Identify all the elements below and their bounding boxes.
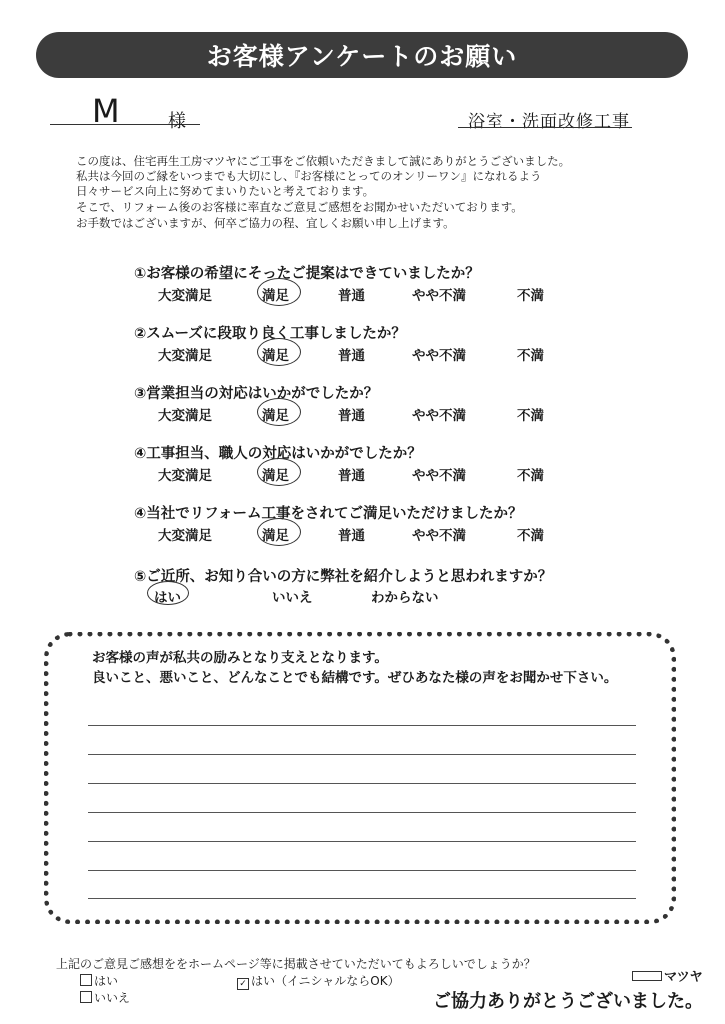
comment-line[interactable] (88, 812, 636, 813)
work-type-underline (458, 127, 632, 128)
comment-line[interactable] (88, 783, 636, 784)
checkbox[interactable] (80, 991, 92, 1003)
header-bar (36, 32, 688, 78)
q5-option-yes[interactable]: はい (154, 590, 181, 606)
comment-prompt: お客様の声が私共の励みとなり支えとなります。 (92, 650, 388, 666)
honorific: 様 (168, 111, 186, 132)
rating-option[interactable]: 大変満足 (158, 408, 212, 424)
comment-line[interactable] (88, 841, 636, 842)
rating-option[interactable]: 不満 (517, 528, 544, 544)
rating-option[interactable]: やや不満 (412, 468, 466, 484)
question-text: ④工事担当、職人の対応はいかがでしたか？ (134, 446, 422, 462)
rating-option[interactable]: 満足 (262, 468, 289, 484)
rating-option[interactable]: 大変満足 (158, 468, 212, 484)
rating-option[interactable]: やや不満 (412, 408, 466, 424)
rating-option[interactable]: 不満 (517, 468, 544, 484)
rating-option[interactable]: 大変満足 (158, 288, 212, 304)
q5-option-no[interactable]: いいえ (272, 590, 313, 606)
intro-line: 私共は今回のご縁をいつまでも大切にし、『お客様にとってのオンリーワン』になれるよう (76, 169, 542, 183)
logo-text: マツヤ (664, 970, 703, 985)
selection-circle (257, 338, 301, 366)
comment-line[interactable] (88, 870, 636, 871)
logo-mark-icon (632, 971, 662, 981)
checkbox[interactable] (80, 974, 92, 986)
question-text: ③営業担当の対応はいかがでしたか？ (134, 386, 379, 402)
footer-question: 上記のご意見ご感想ををホームページ等に掲載させていただいてもよろしいでしょうか？ (56, 957, 536, 971)
question-text: ⑤ご近所、お知り合いの方に弊社を紹介しようと思われますか？ (134, 569, 553, 585)
selection-circle (257, 278, 301, 306)
comment-prompt: 良いこと、悪いこと、どんなことでも結構です。ぜひあなた様の声をお聞かせ下さい。 (92, 670, 618, 686)
intro-line: お手数ではございますが、何卒ご協力の程、宜しくお願い申し上げます。 (76, 216, 455, 230)
rating-option[interactable]: やや不満 (412, 348, 466, 364)
company-logo (632, 966, 703, 985)
rating-option[interactable]: 普通 (338, 348, 365, 364)
rating-option[interactable]: 不満 (517, 408, 544, 424)
selection-circle (147, 581, 189, 605)
rating-option[interactable]: 不満 (517, 348, 544, 364)
selection-circle (257, 398, 301, 426)
rating-option[interactable]: 満足 (262, 348, 289, 364)
rating-option[interactable]: 普通 (338, 528, 365, 544)
rating-option[interactable]: 不満 (517, 288, 544, 304)
rating-option[interactable]: やや不満 (412, 528, 466, 544)
rating-option[interactable]: 大変満足 (158, 528, 212, 544)
selection-circle (257, 458, 301, 486)
checkbox-checked[interactable]: ✓ (237, 978, 249, 990)
footer-option-initial[interactable]: ✓ はい（イニシャルならOK） (237, 972, 400, 990)
comment-line[interactable] (88, 898, 636, 899)
selection-circle (257, 518, 301, 546)
rating-option[interactable]: やや不満 (412, 288, 466, 304)
q5-option-unknown[interactable]: わからない (371, 590, 439, 606)
rating-option[interactable]: 普通 (338, 288, 365, 304)
intro-line: この度は、住宅再生工房マツヤにご工事をご依頼いただきまして誠にありがとうございました。 (76, 154, 571, 168)
footer-option-yes[interactable]: はい (80, 972, 118, 989)
rating-option[interactable]: 普通 (338, 408, 365, 424)
rating-option[interactable]: 大変満足 (158, 348, 212, 364)
page-title: お客様アンケートのお願い (206, 42, 518, 71)
question-text: ②スムーズに段取り良く工事しましたか？ (134, 326, 406, 342)
rating-option[interactable]: 普通 (338, 468, 365, 484)
thank-you-message: ご協力ありがとうございました。 (433, 991, 703, 1012)
customer-name: M (92, 92, 120, 130)
rating-option[interactable]: 満足 (262, 408, 289, 424)
rating-option[interactable]: 満足 (262, 528, 289, 544)
comment-line[interactable] (88, 754, 636, 755)
question-text: ①お客様の希望にそったご提案はできていましたか？ (134, 266, 480, 282)
rating-option[interactable]: 満足 (262, 288, 289, 304)
footer-option-no[interactable]: いいえ (80, 989, 130, 1006)
work-type: 浴室・洗面改修工事 (468, 112, 630, 132)
intro-line: 日々サービス向上に努めてまいりたいと考えております。 (76, 184, 375, 198)
comment-line[interactable] (88, 725, 636, 726)
question-text: ④当社でリフォーム工事をされてご満足いただけましたか？ (134, 506, 523, 522)
intro-line: そこで、リフォーム後のお客様に率直なご意見ご感想をお聞かせいただいております。 (76, 200, 523, 214)
